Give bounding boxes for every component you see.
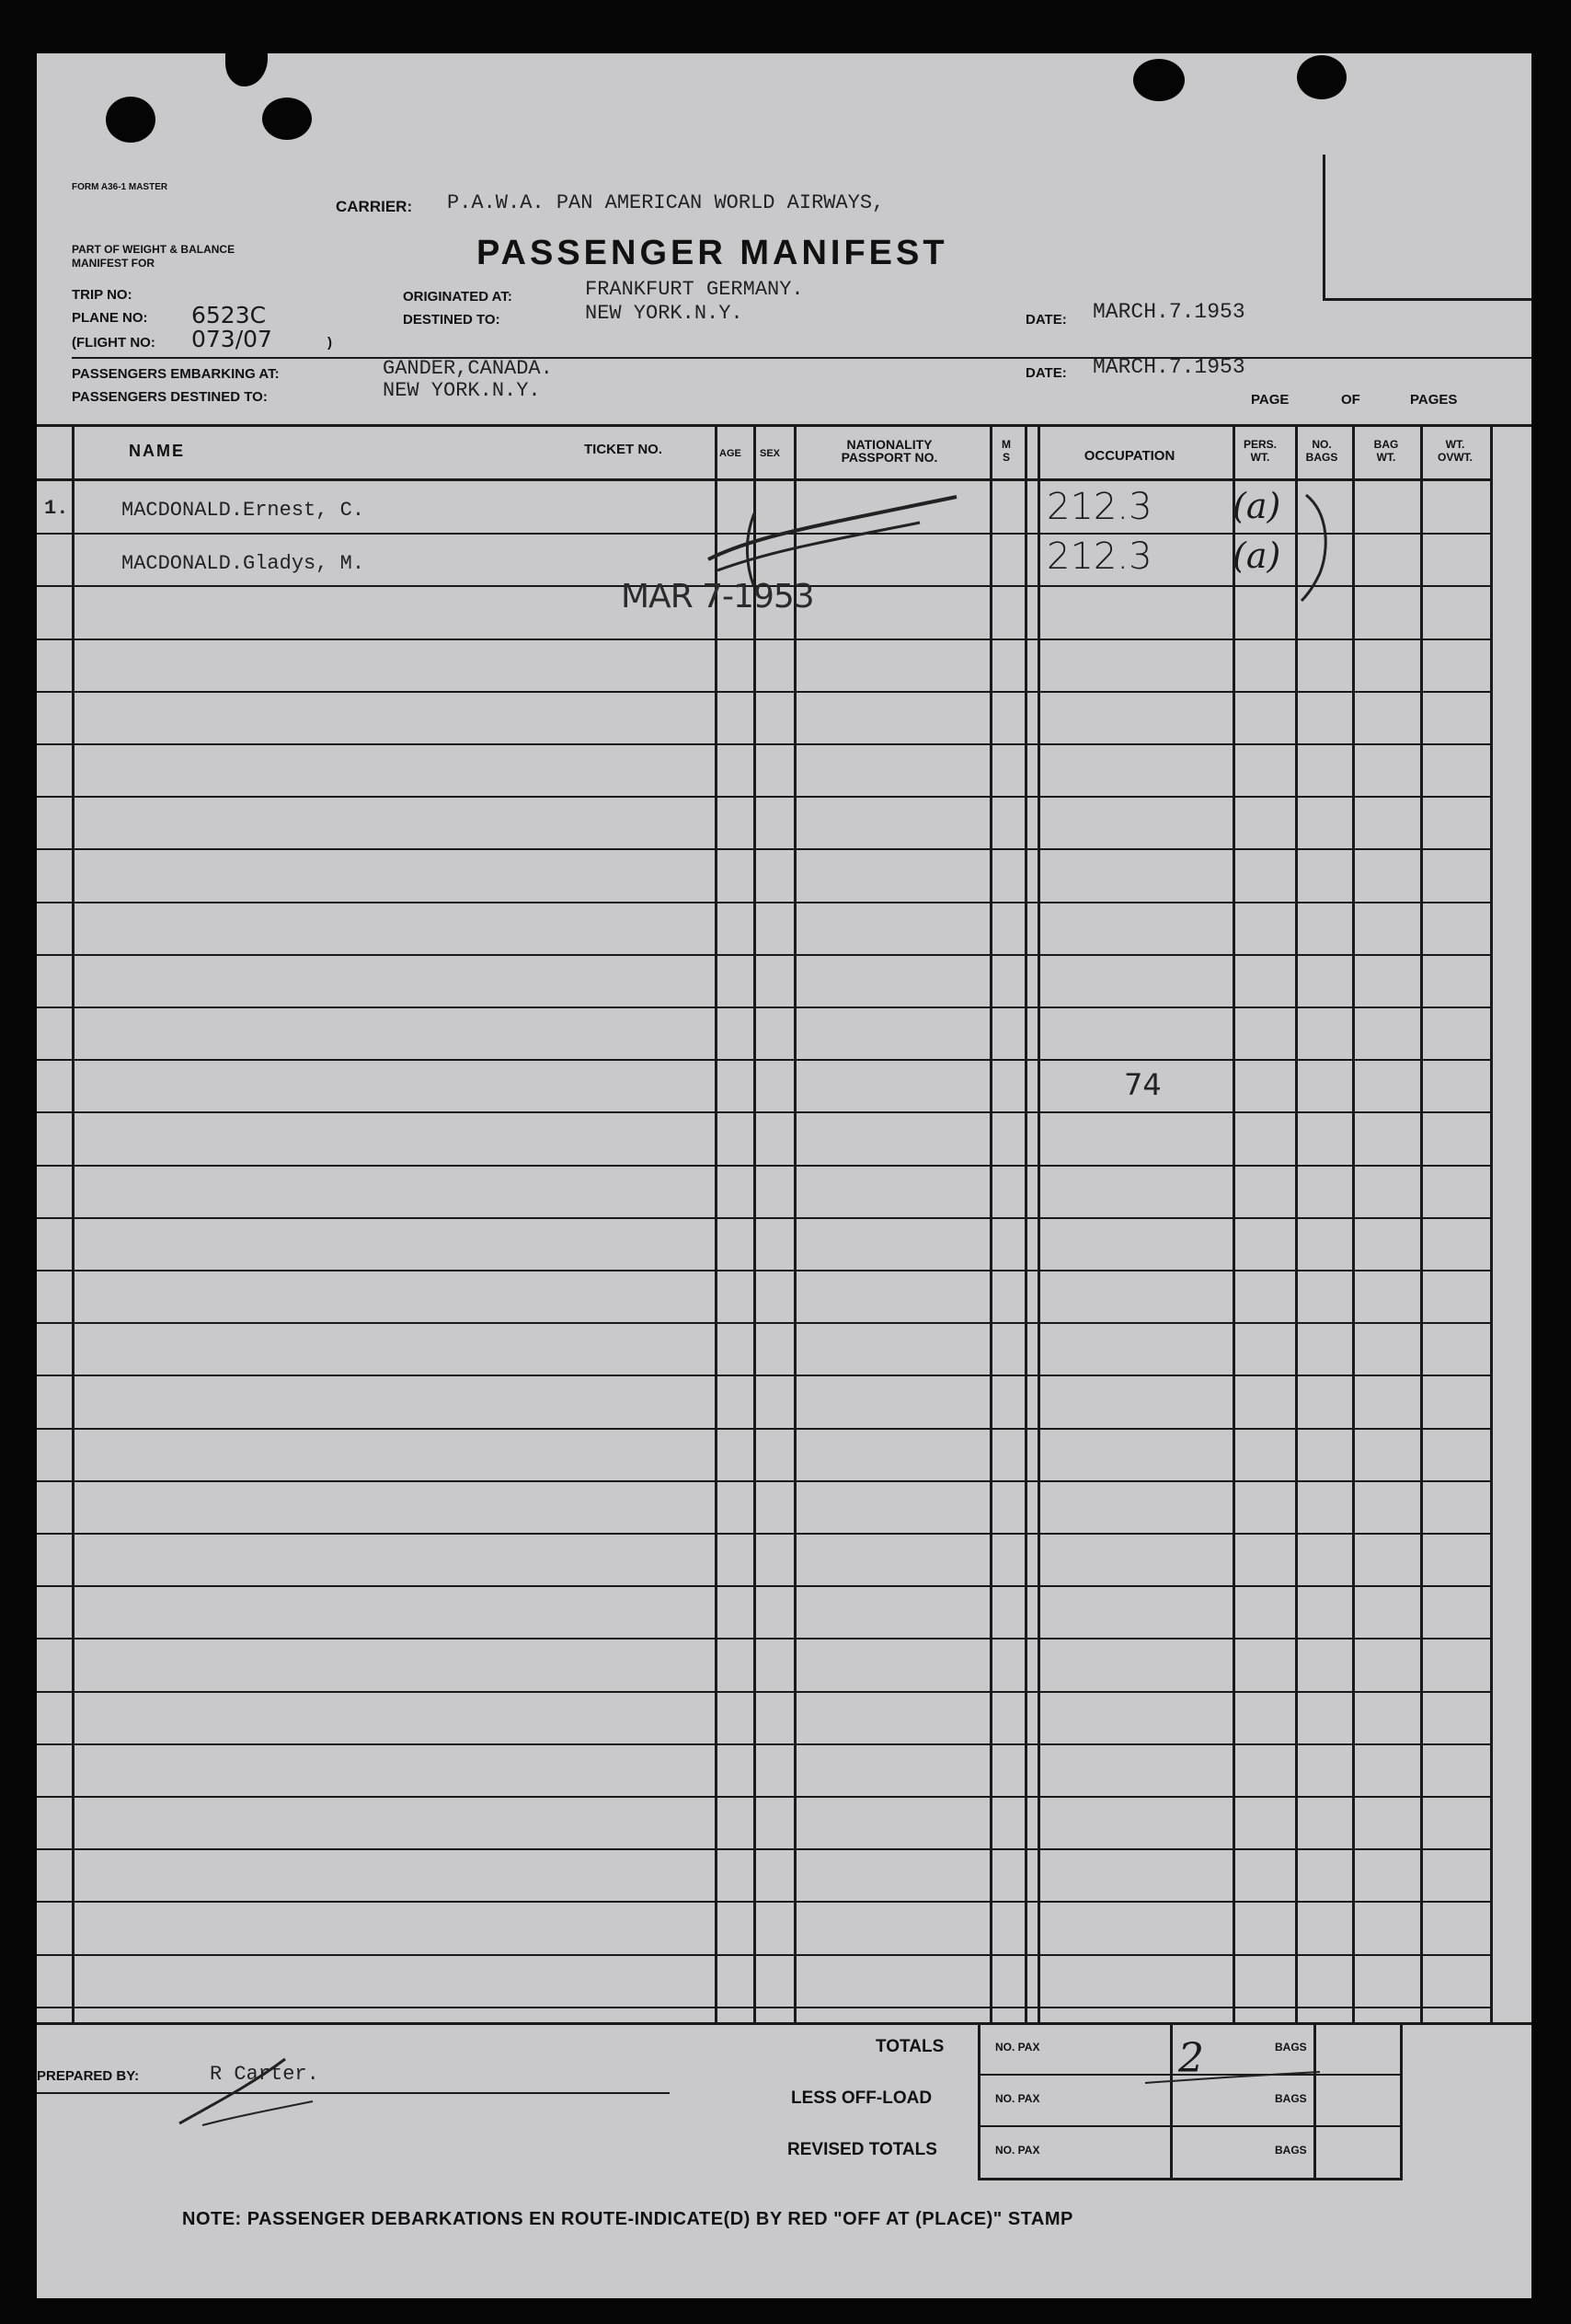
bags-label: BAGS (1275, 2041, 1307, 2054)
column-header-bag-wt-line2: WT. (1376, 451, 1396, 464)
totals-label: TOTALS (876, 2037, 945, 2056)
pers-wt-mark: (a) (1233, 486, 1281, 526)
passenger-name: MACDONALD.Ernest, C. (121, 499, 365, 522)
footer-note: NOTE: PASSENGER DEBARKATIONS EN ROUTE-INDICATE(D) BY RED "OFF AT (PLACE)" STAMP (182, 2209, 1073, 2229)
totals-box (978, 2022, 1403, 2180)
row-rule (37, 1848, 1490, 1850)
destined-label: DESTINED TO: (403, 312, 500, 328)
page-title: PASSENGER MANIFEST (476, 234, 948, 272)
pers-wt-mark: (a) (1233, 535, 1281, 576)
row-rule (37, 639, 1490, 640)
column-header-nationality (793, 438, 986, 464)
no-pax-label: NO. PAX (995, 2092, 1040, 2105)
date-value-2: MARCH.7.1953 (1093, 355, 1245, 379)
row-rule (37, 1480, 1490, 1482)
no-pax-label: NO. PAX (995, 2041, 1040, 2054)
row-rule (37, 1691, 1490, 1693)
header-bottom-rule (37, 478, 1490, 481)
row-rule (37, 796, 1490, 798)
column-rule (1233, 426, 1235, 2024)
weight-note: PART OF WEIGHT & BALANCE (72, 243, 235, 256)
revised-totals-label: REVISED TOTALS (787, 2140, 937, 2159)
weight-note: MANIFEST FOR (72, 257, 155, 270)
column-header-occupation: OCCUPATION (1084, 448, 1175, 464)
column-rule (1420, 426, 1423, 2024)
plane-value: 6523C (191, 302, 267, 328)
column-rule (1352, 426, 1355, 2024)
column-rule (715, 426, 717, 2024)
column-rule (1295, 426, 1298, 2024)
plane-label: PLANE NO: (72, 310, 148, 326)
date-label: DATE: (1026, 312, 1067, 328)
header-rule (72, 357, 1531, 359)
handwritten-total: 2 (1178, 2035, 1204, 2082)
occupation-code: 212.3 (1047, 535, 1152, 578)
row-rule (37, 902, 1490, 903)
manifest-page (37, 53, 1531, 2298)
totals-divider (1170, 2022, 1173, 2180)
column-header-pers-wt-line1: PERS. (1243, 438, 1277, 451)
form-number: FORM A36-1 MASTER (72, 182, 168, 192)
row-rule (37, 1954, 1490, 1956)
signature-drawing (175, 2050, 331, 2133)
column-header-wt-ovwt (1422, 438, 1488, 464)
prepared-by-value: R Carter. (210, 2063, 319, 2086)
pax-destined-value: NEW YORK.N.Y. (383, 379, 541, 402)
page-label: PAGE (1251, 392, 1290, 408)
column-rule (72, 426, 75, 2024)
column-rule (990, 426, 992, 2024)
column-header-ticket: TICKET NO. (584, 442, 662, 457)
date-value: MARCH.7.1953 (1093, 300, 1245, 324)
row-rule (37, 2007, 1490, 2008)
column-header-ms-line1: M (1002, 438, 1011, 451)
date-stamp: MAR 7-1953 (621, 578, 814, 616)
of-label: OF (1341, 392, 1360, 408)
carrier-label: CARRIER: (336, 198, 413, 215)
punch-hole (106, 97, 155, 143)
row-rule (37, 954, 1490, 956)
row-rule (37, 691, 1490, 693)
punch-hole (1297, 55, 1347, 99)
row-rule (37, 1059, 1490, 1061)
row-rule (37, 1375, 1490, 1376)
column-header-pers-wt (1231, 438, 1290, 464)
totals-divider (1313, 2022, 1316, 2180)
totals-row-rule (980, 2125, 1403, 2127)
passenger-name: MACDONALD.Gladys, M. (121, 552, 365, 575)
column-header-ms (993, 438, 1019, 464)
corner-mark (1323, 298, 1531, 301)
row-rule (37, 1165, 1490, 1167)
row-rule (37, 1743, 1490, 1745)
row-rule (37, 1638, 1490, 1639)
pax-destined-label: PASSENGERS DESTINED TO: (72, 389, 268, 405)
no-pax-label: NO. PAX (995, 2144, 1040, 2157)
less-offload-label: LESS OFF-LOAD (791, 2088, 933, 2108)
row-rule (37, 1217, 1490, 1219)
corner-mark (1323, 155, 1325, 300)
embarking-label: PASSENGERS EMBARKING AT: (72, 366, 280, 382)
trip-label: TRIP NO: (72, 287, 132, 303)
column-header-pers-wt-line2: WT. (1250, 451, 1270, 464)
bracket-drawing (1297, 486, 1343, 605)
column-header-sex: SEX (760, 448, 781, 459)
row-rule (37, 1007, 1490, 1008)
flight-close: ) (327, 335, 332, 351)
flight-value: 073/07 (191, 326, 272, 352)
totals-strike-drawing (1141, 2055, 1324, 2101)
row-rule (37, 1270, 1490, 1271)
prepared-by-label: PREPARED BY: (37, 2068, 140, 2084)
flight-label: (FLIGHT NO: (72, 335, 155, 351)
row-rule (37, 1428, 1490, 1430)
row-rule (37, 1585, 1490, 1587)
column-header-nationality-line1: NATIONALITY (846, 437, 933, 452)
destined-value: NEW YORK.N.Y. (585, 302, 743, 325)
date-label-2: DATE: (1026, 365, 1067, 381)
column-header-age: AGE (719, 448, 741, 459)
occupation-code: 212.3 (1047, 486, 1152, 528)
column-header-wt-ovwt-line1: WT. (1445, 438, 1465, 451)
pages-label: PAGES (1410, 392, 1458, 408)
column-header-name: NAME (129, 442, 185, 460)
margin-number: 74 (1124, 1067, 1162, 1102)
column-header-bag-wt (1355, 438, 1417, 464)
column-rule (1490, 426, 1493, 2024)
carrier-value: P.A.W.A. PAN AMERICAN WORLD AIRWAYS, (447, 191, 885, 214)
row-rule (37, 743, 1490, 745)
originated-value: FRANKFURT GERMANY. (585, 278, 804, 301)
torn-corner (225, 53, 268, 86)
row-rule (37, 1796, 1490, 1798)
originated-label: ORIGINATED AT: (403, 289, 512, 305)
column-header-wt-ovwt-line2: OVWT. (1438, 451, 1473, 464)
punch-hole (262, 98, 312, 140)
column-header-bag-wt-line1: BAG (1373, 438, 1399, 451)
bags-label: BAGS (1275, 2092, 1307, 2105)
row-rule (37, 1111, 1490, 1113)
punch-hole (1133, 59, 1185, 101)
row-rule (37, 1901, 1490, 1903)
column-rule (1025, 426, 1027, 2024)
column-rule (1038, 426, 1040, 2024)
row-number: 1. (44, 497, 69, 520)
column-header-nationality-line2: PASSPORT NO. (841, 450, 938, 465)
row-rule (37, 848, 1490, 850)
prepared-by-rule (37, 2092, 670, 2094)
row-rule (37, 1533, 1490, 1535)
column-rule (753, 426, 756, 2024)
column-header-no-bags-line2: BAGS (1305, 451, 1338, 464)
table-top-rule (37, 424, 1531, 427)
embarking-value: GANDER,CANADA. (383, 357, 553, 380)
row-rule (37, 1322, 1490, 1324)
column-header-no-bags (1293, 438, 1350, 464)
bags-label: BAGS (1275, 2144, 1307, 2157)
column-rule (794, 426, 797, 2024)
column-header-no-bags-line1: NO. (1312, 438, 1332, 451)
column-header-ms-line2: S (1002, 451, 1010, 464)
